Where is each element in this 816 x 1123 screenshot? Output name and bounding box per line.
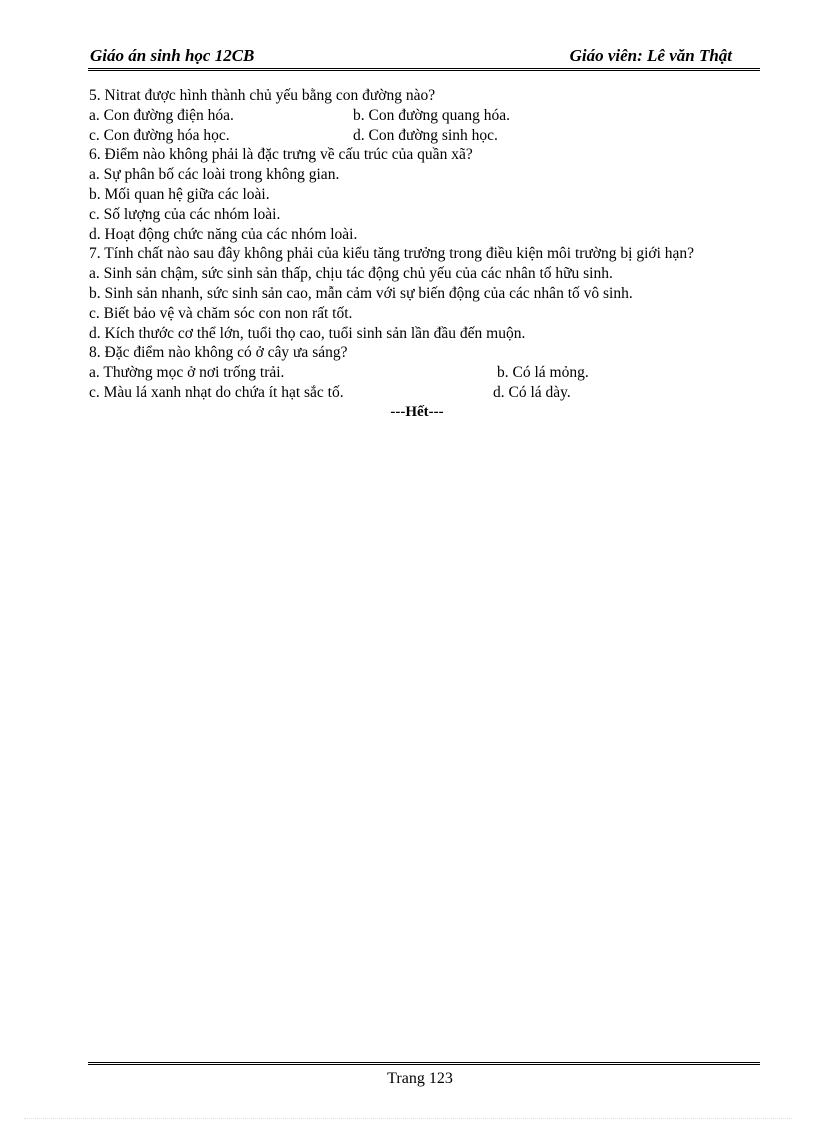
question-7-option-a: a. Sinh sản chậm, sức sinh sản thấp, chịu tác động chủ yếu của các nhân tố hữu sinh.	[89, 265, 613, 283]
question-6-option-b: b. Mối quan hệ giữa các loài.	[89, 185, 270, 203]
question-5-option-b: b. Con đường quang hóa.	[353, 106, 510, 124]
question-6-option-c: c. Số lượng của các nhóm loài.	[89, 205, 281, 223]
question-8-option-a: a. Thường mọc ở nơi trống trải.	[89, 364, 285, 382]
question-5-option-a: a. Con đường điện hóa.	[89, 106, 234, 124]
question-6: 6. Điểm nào không phải là đặc trưng về cấu trúc của quần xã?	[89, 146, 473, 164]
question-5: 5. Nitrat được hình thành chủ yếu bằng con đường nào?	[89, 87, 436, 104]
page-number: Trang 123	[387, 1070, 453, 1087]
question-8-options-row-2	[89, 383, 749, 403]
header-course-title: Giáo án sinh học 12CB	[90, 46, 255, 65]
question-5-options-row-2	[89, 126, 749, 146]
question-8-option-d: d. Có lá dày.	[493, 383, 571, 401]
question-7: 7. Tính chất nào sau đây không phải của kiểu tăng trưởng trong điều kiện môi trường bị giới hạn?	[89, 245, 695, 263]
question-8: 8. Đặc điểm nào không có ở cây ưa sáng?	[89, 344, 348, 362]
question-8-option-c: c. Màu lá xanh nhạt do chứa ít hạt sắc tố.	[89, 383, 344, 401]
question-5-option-d: d. Con đường sinh học.	[353, 126, 498, 144]
question-6-option-a: a. Sự phân bố các loài trong không gian.	[89, 166, 340, 184]
end-mark: ---Hết---	[390, 403, 444, 420]
question-7-option-d: d. Kích thước cơ thể lớn, tuổi thọ cao, tuổi sinh sản lần đầu đến muộn.	[89, 324, 526, 342]
header-rule	[88, 68, 760, 71]
question-8-option-b: b. Có lá mỏng.	[497, 364, 589, 382]
question-8-options-row-1	[89, 363, 749, 383]
question-7-option-b: b. Sinh sản nhanh, sức sinh sản cao, mẫn cảm với sự biến động của các nhân tố vô sinh.	[89, 284, 633, 302]
header-teacher-name: Giáo viên: Lê văn Thật	[569, 46, 732, 65]
page-edge-divider	[24, 1118, 792, 1119]
question-5-option-c: c. Con đường hóa học.	[89, 126, 230, 144]
question-7-option-c: c. Biết bảo vệ và chăm sóc con non rất tốt.	[89, 304, 353, 322]
question-6-option-d: d. Hoạt động chức năng của các nhóm loài.	[89, 225, 358, 243]
question-5-options-row-1	[89, 106, 749, 126]
document-body	[89, 86, 749, 423]
page-header	[88, 44, 760, 66]
footer-rule	[88, 1062, 760, 1065]
